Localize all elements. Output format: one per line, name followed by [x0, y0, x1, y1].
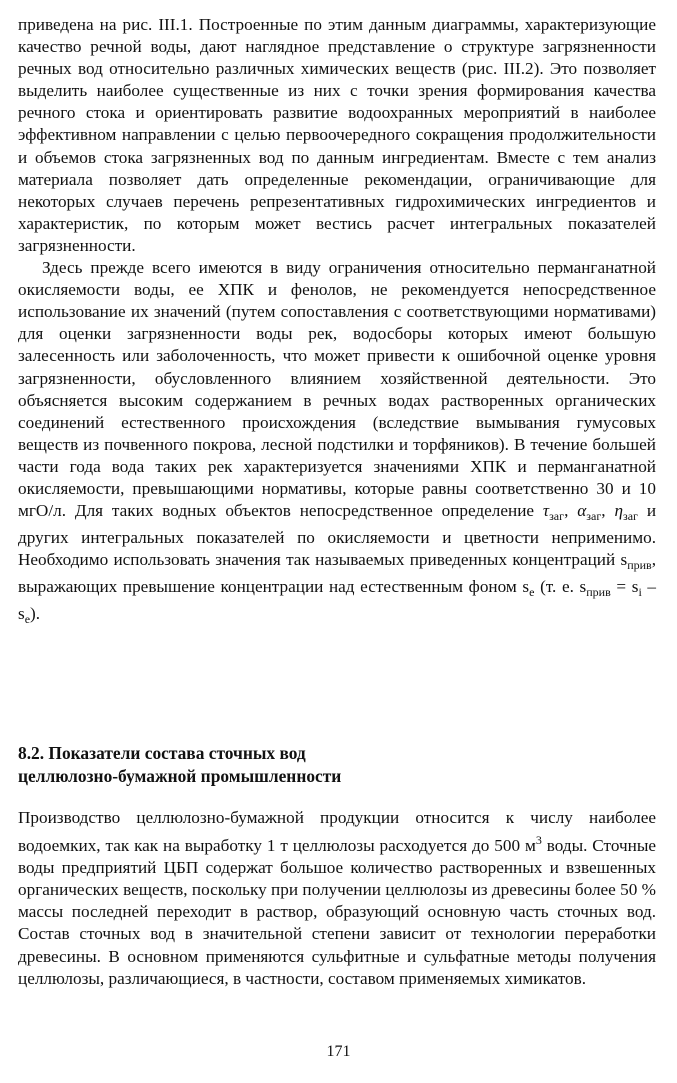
paragraph-pulp-text-2: воды. Сточные воды предприятий ЦБП содержат большое количество растворенных и взвешенных органических веществ, поскольку при получении целлюлозы из древесины более 50 % массы последней переходит в раствор, образующий основную часть сточных вод. Состав сточных вод в значительной степени зависит от технологии переработки древесины. В основном применяются сульфитные и сульфатные методы получения целлюлозы, различающиеся, в частности, составом применяемых химикатов. — [18, 836, 656, 988]
formula-s-e: s — [18, 604, 25, 624]
formula-s-priv: s — [579, 577, 587, 597]
text-te: (т. е. — [540, 577, 574, 597]
section-heading-line2: целлюлозно-бумажной промышленности — [18, 766, 342, 786]
paragraph-pulp-paper-industry — [18, 807, 656, 990]
symbol-s-e: s — [522, 577, 530, 597]
symbol-eta: η — [614, 501, 623, 521]
subscript-priv: прив — [627, 558, 652, 573]
paragraph-structure-of-pollution: приведена на рис. III.1. Построенные по этим данным диаграммы, характеризующие качество речной воды, дают наглядное представление о структуре загрязненности речных вод относительно различных химических веществ (рис. III.2). Это позволяет выделить наиболее существенные из них с точки зрения формирования качества речного стока и ориентировать развитие водоохранных мероприятий в наиболее эффективном направлении с целью первоочередного сокращения продолжительности и объемов стока загрязненных вод по данным ингредиентам. Вместе с тем анализ материала позволяет дать определенные рекомендации, ограничивающие для некоторых случаев перечень репрезентативных гидрохимических ингредиентов и характеристик, по которым может вестись расчет интегральных показателей загрязненности. — [18, 15, 656, 255]
paragraph-pulp-text-1: Производство целлюлозно-бумажной продукции относится к числу наиболее водоемких, так как на выработку 1 т целлюлозы расходуется до 500 м — [18, 808, 656, 856]
formula-minus: – — [647, 577, 657, 597]
paragraph-limitations-middle: и других интегральных показателей по окисляемости и цветности неприменимо. Необходимо использовать значения так называемых приведенных концентраций — [18, 501, 657, 570]
symbol-tau: τ — [542, 501, 550, 521]
section-heading — [18, 742, 638, 788]
formula-end: ). — [30, 604, 41, 624]
formula-equals: = — [616, 577, 627, 597]
formula-subscript-priv: прив — [586, 585, 611, 600]
formula-s-i: s — [631, 577, 639, 597]
paragraph-limitations: Здесь прежде всего имеются в виду ограничения относительно перманганатной окисляемости воды, ее ХПК и фенолов, не рекомендуется непосредственное использование их значений (путем сопоставления с соответствующими нормативами) для оценки загрязненности воды рек, водосборы которых имеют большую залесенность или заболоченность, что может привести к ошибочной оценке уровня загрязненности, обусловленного влиянием хозяйственной деятельности. Это объясняется высоким содержанием в речных водах растворенных органических соединений естественного происхождения (вследствие вымывания гумусовых веществ из почвенного покрова, лесной подстилки и торфяников). В течение большей части года вода таких рек характеризуется значениями ХПК и перманганатной окисляемости, превышающими нормативы, которые равны соответственно 30 и 10 мгО/л. Для таких водных объектов непосредственное определение $\tau_{заг}$, $\alpha_{заг}$, $\eta_{заг}$ и других интегральных показателей по окисляемости и цветности неприменимо. Необходимо использовать значения так называемых приведенных концентраций $s_{прив}$, выражающих превышение концентрации над естественным фоном $s_e$ (т. е. $s_{прив} = s_i - s_e$). — [18, 258, 657, 627]
symbol-s-priv: s — [620, 550, 628, 570]
subscript-zag-tau: заг — [549, 509, 565, 524]
subscript-zag-alpha: заг — [586, 509, 602, 524]
paragraph-limitations-text: Здесь прежде всего имеются в виду ограничения относительно перманганатной окисляемости воды, ее ХПК и фенолов, не рекомендуется непосредственное использование их значений (путем сопоставления с соответствующими нормативами) для оценки загрязненности воды рек, водосборы которых имеют большую залесенность или заболоченность, что может привести к ошибочной оценке уровня загрязненности, обусловленного влиянием хозяйственной деятельности. Это объясняется высоким содержанием в речных водах растворенных органических соединений естественного происхождения (вследствие вымывания гумусовых веществ из почвенного покрова, лесной подстилки и торфяников). В течение большей части года вода таких рек характеризуется значениями ХПК и перманганатной окисляемости, превышающими нормативы, которые равны соответственно 30 и 10 мгО/л. Для таких водных объектов непосредственное определение — [18, 258, 656, 521]
main-text-block — [18, 14, 656, 631]
subscript-zag-eta: заг — [622, 509, 638, 524]
paragraph-limitations-after-spriv: , выражающих превышение концентрации над естественным фоном — [18, 550, 656, 597]
section-heading-line1: 8.2. Показатели состава сточных вод — [18, 743, 306, 763]
symbol-alpha: α — [577, 501, 587, 521]
formula-subscript-e: e — [24, 612, 31, 627]
formula-subscript-i: i — [638, 585, 642, 600]
page-number: 171 — [326, 1043, 351, 1060]
superscript-cubic: 3 — [535, 833, 542, 848]
subscript-e: e — [529, 585, 535, 600]
